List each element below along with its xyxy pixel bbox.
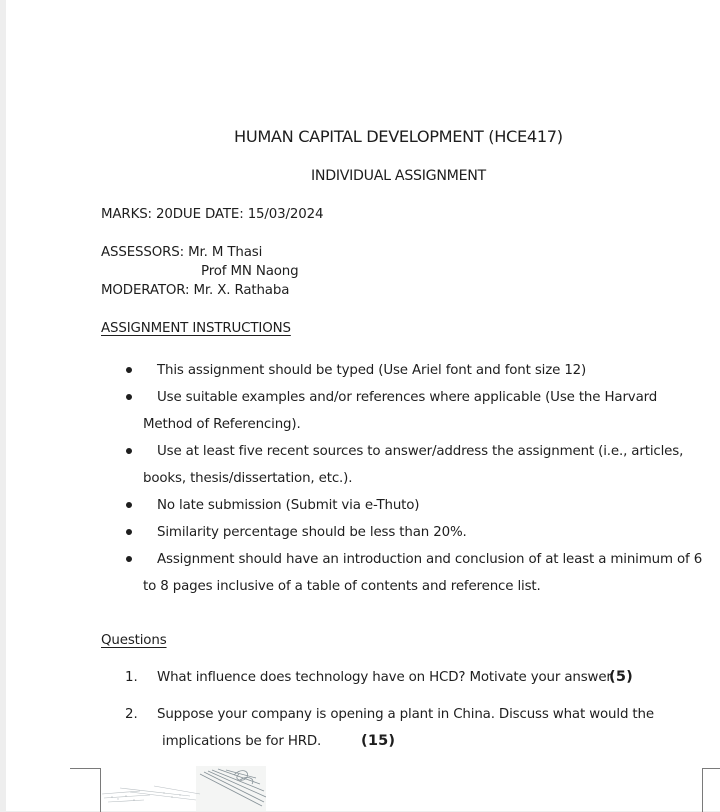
instruction-item: Use at least five recent sources to answer/address the assignment (i.e., articles, <box>157 444 684 459</box>
marks-due-date: MARKS: 20DUE DATE: 15/03/2024 <box>101 207 324 222</box>
question-text: Suppose your company is opening a plant in China. Discuss what would the <box>157 707 654 722</box>
question-number: 1. <box>125 670 138 685</box>
question-marks: (5) <box>609 669 633 685</box>
question-number: 2. <box>125 707 138 722</box>
document-page <box>6 0 720 811</box>
signature-scribble-icon <box>100 766 266 811</box>
instructions-heading: ASSIGNMENT INSTRUCTIONS <box>101 321 291 336</box>
instruction-item: Assignment should have an introduction and conclusion of at least a minimum of 6 <box>157 552 703 567</box>
bullet-icon <box>126 367 132 373</box>
question-text: What influence does technology have on HCD? Motivate your answer. <box>157 670 615 685</box>
bullet-icon <box>126 556 132 562</box>
document-title: HUMAN CAPITAL DEVELOPMENT (HCE417) <box>234 127 563 146</box>
instruction-item: Use suitable examples and/or references where applicable (Use the Harvard <box>157 390 658 405</box>
questions-heading: Questions <box>101 633 167 648</box>
instruction-item-continued: to 8 pages inclusive of a table of contents and reference list. <box>143 579 541 594</box>
bullet-icon <box>126 529 132 535</box>
assessor-second: Prof MN Naong <box>201 264 299 279</box>
instruction-item-continued: books, thesis/dissertation, etc.). <box>143 471 353 486</box>
instruction-item: This assignment should be typed (Use Ariel font and font size 12) <box>157 363 587 378</box>
bullet-icon <box>126 502 132 508</box>
bullet-icon <box>126 448 132 454</box>
moderator-line: MODERATOR: Mr. X. Rathaba <box>101 283 290 298</box>
instruction-item: Similarity percentage should be less than 20%. <box>157 525 467 540</box>
page-corner-mark-right <box>702 768 720 812</box>
instruction-item-continued: Method of Referencing). <box>143 417 301 432</box>
assessors-line: ASSESSORS: Mr. M Thasi <box>101 245 263 260</box>
question-text-continued: implications be for HRD. <box>162 734 322 749</box>
instruction-item: No late submission (Submit via e-Thuto) <box>157 498 420 513</box>
document-subtitle: INDIVIDUAL ASSIGNMENT <box>311 168 486 184</box>
page-corner-mark-left <box>70 768 101 812</box>
bullet-icon <box>126 394 132 400</box>
question-marks: (15) <box>361 733 396 749</box>
